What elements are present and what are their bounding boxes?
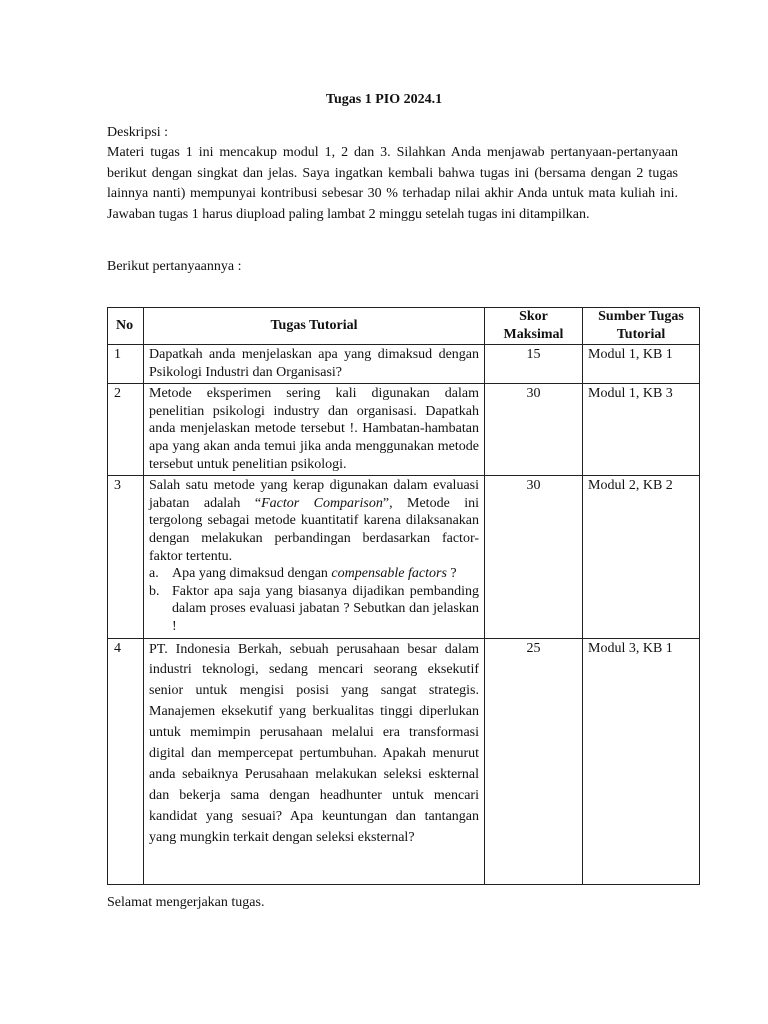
row-no: 2 bbox=[108, 384, 144, 476]
questions-lead: Berikut pertanyaannya : bbox=[107, 259, 242, 274]
tutorial-tasks-table bbox=[107, 307, 700, 885]
sub-question-b bbox=[149, 583, 479, 636]
header-no: No bbox=[108, 308, 144, 345]
row-source: Modul 3, KB 1 bbox=[583, 638, 700, 884]
sub-a-emphasis: compensable factors bbox=[331, 566, 447, 582]
task-text-after: ”, Metode ini tergolong sebagai metode kuantitatif karena dilaksanakan dengan melakukan perbandingan berdasarkan factor-faktor tertentu. bbox=[149, 495, 480, 564]
row-no: 4 bbox=[108, 638, 144, 884]
header-task: Tugas Tutorial bbox=[144, 308, 485, 345]
sub-b-text: Faktor apa saja yang biasanya dijadikan pembanding dalam proses evaluasi jabatan ? Sebutkan dan jelaskan ! bbox=[172, 583, 479, 634]
row-source: Modul 1, KB 1 bbox=[583, 345, 700, 384]
row-task: Metode eksperimen sering kali digunakan dalam penelitian psikologi industry dan organisasi. Dapatkah anda menjelaskan metode tersebut !. Hambatan-hambatan apa yang akan anda temui jika anda menggunakan metode tersebut untuk penelitian psikologi. bbox=[144, 384, 485, 476]
header-score: Skor Maksimal bbox=[485, 308, 583, 345]
list-marker: a. bbox=[149, 566, 159, 582]
row-score: 30 bbox=[485, 476, 583, 638]
row-source: Modul 2, KB 2 bbox=[583, 476, 700, 638]
row-task: PT. Indonesia Berkah, sebuah perusahaan besar dalam industri teknologi, sedang mencari seorang eksekutif senior untuk mengisi posisi yang sangat strategis. Manajemen eksekutif yang berkualitas tinggi diperlukan untuk memimpin perusahaan melalui era transformasi digital dan mempercepat pertumbuhan. Apakah menurut anda sebaiknya Perusahaan melakukan seleksi eskternal dan bekerja sama dengan headhunter untuk mencari kandidat yang sesuai? Apa keuntungan dan tantangan yang mungkin terkait dengan seleksi eksternal? bbox=[144, 638, 485, 884]
sub-question-a bbox=[149, 565, 479, 583]
row-score: 15 bbox=[485, 345, 583, 384]
task-text-emphasis: Factor Comparison bbox=[261, 495, 383, 511]
row-task: Dapatkah anda menjelaskan apa yang dimaksud dengan Psikologi Industri dan Organisasi? bbox=[144, 345, 485, 384]
row-score: 25 bbox=[485, 638, 583, 884]
task-text-before: Salah satu metode yang kerap digunakan dalam evaluasi jabatan adalah “ bbox=[149, 478, 479, 511]
table-row bbox=[108, 384, 700, 476]
table-row bbox=[108, 638, 700, 884]
closing-text: Selamat mengerjakan tugas. bbox=[107, 895, 265, 910]
table-row bbox=[108, 476, 700, 638]
document-title: Tugas 1 PIO 2024.1 bbox=[325, 92, 443, 107]
row-score: 30 bbox=[485, 384, 583, 476]
row-task-intro bbox=[149, 477, 479, 565]
table-header-row bbox=[108, 308, 700, 345]
sub-a-after: ? bbox=[446, 566, 457, 582]
row-task bbox=[144, 476, 485, 638]
description-text: Materi tugas 1 ini mencakup modul 1, 2 dan 3. Silahkan Anda menjawab pertanyaan-pertanyaan berikut dengan singkat dan jelas. Saya ingatkan kembali bahwa tugas ini (bersama dengan 2 tugas lainnya nanti) mempunyai kontribusi sebesar 30 % terhadap nilai akhir Anda untuk mata kuliah ini. Jawaban tugas 1 harus diupload paling lambat 2 minggu setelah tugas ini ditampilkan. bbox=[107, 145, 678, 222]
description-label: Deskripsi : bbox=[107, 125, 169, 140]
sub-a-before: Apa yang dimaksud dengan bbox=[172, 566, 332, 582]
sub-question-list bbox=[149, 565, 479, 635]
table-row bbox=[108, 345, 700, 384]
header-source: Sumber Tugas Tutorial bbox=[583, 308, 700, 345]
row-source: Modul 1, KB 3 bbox=[583, 384, 700, 476]
row-no: 1 bbox=[108, 345, 144, 384]
list-marker: b. bbox=[149, 583, 160, 599]
row-no: 3 bbox=[108, 476, 144, 638]
